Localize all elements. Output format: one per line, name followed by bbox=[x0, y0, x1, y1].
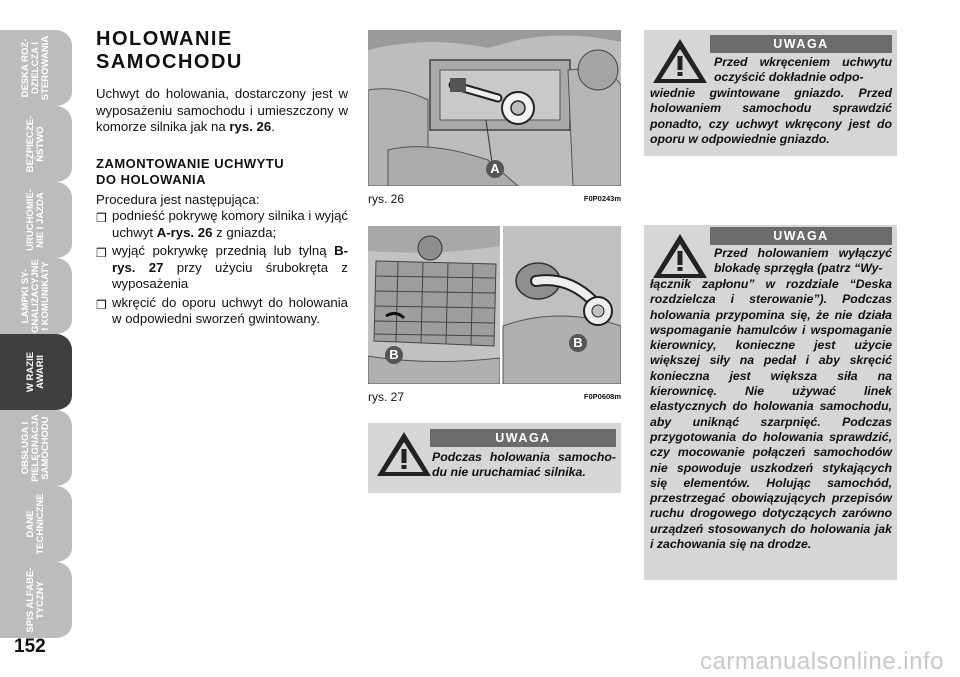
section-title: ZAMONTOWANIE UCHWYTU DO HOLOWANIA bbox=[96, 155, 285, 187]
callout-a: A bbox=[486, 160, 504, 178]
list-item: ❒ wyjąć pokrywkę przednią lub tylną B-rys. 27 przy użyciu śrubokręta z wyposażenia bbox=[96, 243, 348, 291]
tab-bezpieczenstwo[interactable]: BEZPIECZE- ŃSTWO bbox=[0, 106, 72, 184]
callout-b-right: B bbox=[569, 334, 587, 352]
page-number: 152 bbox=[14, 636, 46, 657]
checkbox-bullet-icon: ❒ bbox=[96, 297, 107, 312]
warning-header: UWAGA bbox=[710, 35, 892, 53]
warning-text: łącznik zapłonu” w rozdziale “Deska rozdzielcza i sterowanie”). Podczas holowania przypomina się, że nie działa wspomaganie hamulców i wspomaganie kierownicy, konieczne jest użycie większej siły na pedał i aby skręcić konieczna jest większa siła na kierownicę. Nie używać linek elastycznych do holowania samochodu, aby uniknąć szarpnięć. Podczas przygotowania do holowania sprawdzić, czy mocowanie połączeń samochodów nie spowoduje uszkodzeń stykających się elementów. Holując samochód, przestrzegać obowiązujących przepisów ruchu drogowego dotyczących zarówno urządzeń stosowanych do holowania jak i zachowania się na drodze. bbox=[650, 277, 892, 552]
warning-triangle-icon bbox=[374, 429, 434, 479]
callout-b-left: B bbox=[385, 346, 403, 364]
tab-w-razie-awarii[interactable]: W RAZIE AWARII bbox=[0, 334, 72, 412]
intro-paragraph: Uchwyt do holowania, dostarczony jest w wyposażeniu samochodu i umieszczony w komorze silnika jak na rys. 26. bbox=[96, 86, 348, 134]
list-item: ❒ wkręcić do oporu uchwyt do holowania w odpowiedni sworzeń gwintowany. bbox=[96, 294, 348, 326]
tab-spis-alfabetyczny[interactable]: SPIS ALFABE- TYCZNY bbox=[0, 562, 72, 640]
page-title: HOLOWANIE SAMOCHODU bbox=[96, 28, 243, 73]
warning-triangle-icon bbox=[650, 36, 710, 86]
warning-header: UWAGA bbox=[430, 429, 616, 447]
list-item: ❒ podnieść pokrywę komory silnika i wyjąć uchwyt A-rys. 26 z gniazda; bbox=[96, 208, 348, 240]
tab-dane-techniczne[interactable]: DANE TECHNICZNE bbox=[0, 486, 72, 564]
main-text-column bbox=[96, 28, 348, 330]
warning-box-towing bbox=[644, 225, 897, 580]
tab-deska-rozdzielcza[interactable]: DESKA ROZ- DZIELCZA I STEROWANIA bbox=[0, 30, 72, 108]
procedure-steps bbox=[96, 208, 348, 328]
front-bumper-illustration bbox=[368, 226, 621, 384]
warning-text-indent: Przed wkręceniem uchwytu oczyścić dokładnie odpo- bbox=[714, 55, 892, 85]
warning-box-engine bbox=[368, 423, 621, 493]
warning-text: wiednie gwintowane gniazdo. Przed holowaniem samochodu sprawdzić ponadto, czy uchwyt wkręcony jest do oporu w odpowiednie gniazdo. bbox=[650, 86, 892, 146]
warning-box-screw-in bbox=[644, 30, 897, 156]
figure-27-front-bumper bbox=[368, 226, 621, 384]
checkbox-bullet-icon: ❒ bbox=[96, 246, 107, 260]
checkbox-bullet-icon: ❒ bbox=[96, 211, 107, 225]
warning-text-indent: Podczas holowania samocho-du nie uruchamiać silnika. bbox=[432, 450, 616, 480]
warning-header: UWAGA bbox=[710, 227, 892, 245]
figure-26-engine-bay bbox=[368, 30, 621, 186]
watermark: carmanualsonline.info bbox=[700, 648, 944, 675]
tab-obsluga[interactable]: OBSŁUGA I PIELĘGNACJA SAMOCHODU bbox=[0, 410, 72, 488]
warning-triangle-icon bbox=[650, 231, 710, 281]
warning-text-indent: Przed holowaniem wyłączyć blokadę sprzęgła (patrz “Wy- bbox=[714, 246, 892, 276]
procedure-label: Procedura jest następująca: bbox=[96, 191, 260, 207]
tab-lampki[interactable]: LAMPKI SY- GNALIZACYJNE I KOMUNIKATY bbox=[0, 258, 72, 336]
tab-uruchomienie[interactable]: URUCHOMIE- NIE I JAZDA bbox=[0, 182, 72, 260]
